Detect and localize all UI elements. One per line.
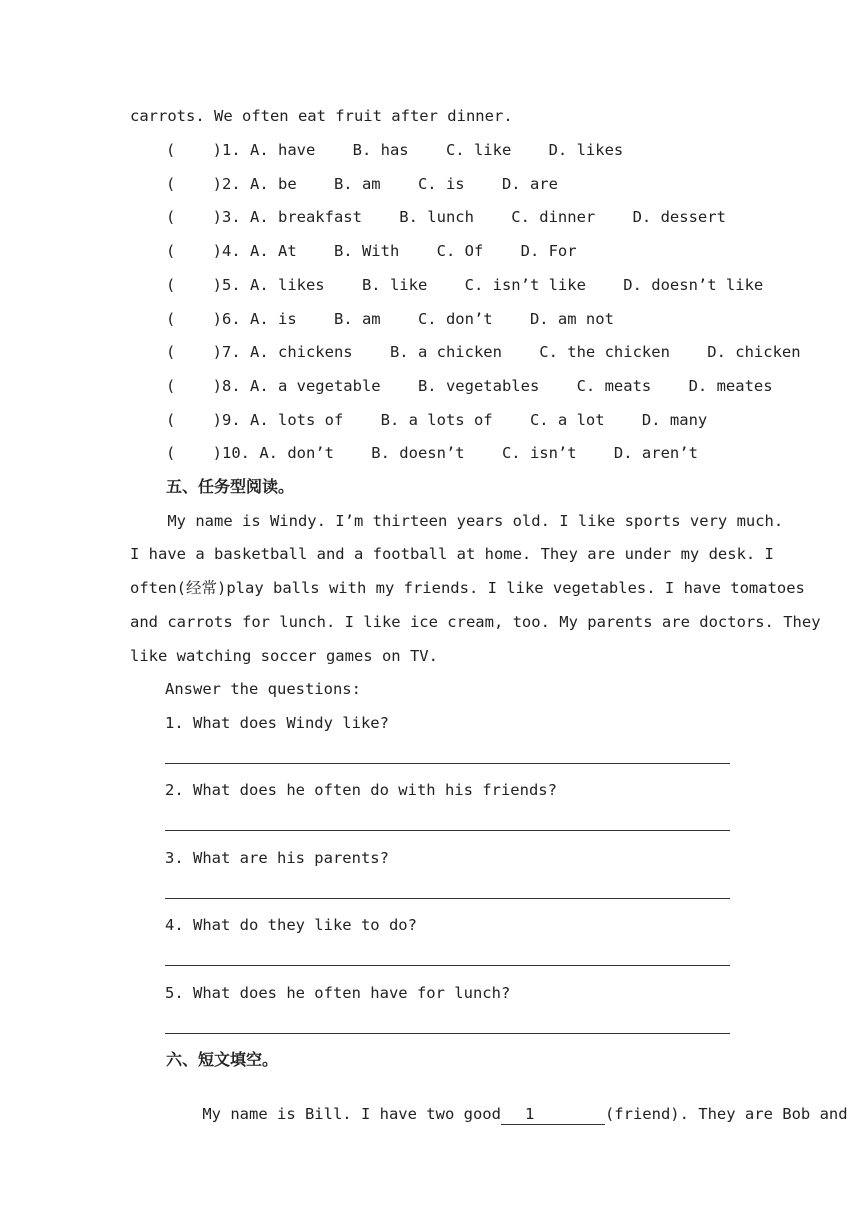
question-4: 4. What do they like to do? [165, 916, 417, 934]
answer-line-3[interactable] [165, 898, 730, 899]
question-5: 5. What does he often have for lunch? [165, 984, 511, 1002]
answer-line-5[interactable] [165, 1033, 730, 1034]
cloze-text-before: My name is Bill. I have two good [202, 1105, 501, 1123]
question-1: 1. What does Windy like? [165, 714, 389, 732]
mc-question-2: ( )2. A. be B. am C. is D. are [166, 175, 558, 193]
passage-line: like watching soccer games on TV. [130, 647, 438, 665]
answer-line-4[interactable] [165, 965, 730, 966]
answer-line-1[interactable] [165, 763, 730, 764]
cloze-line [165, 1084, 848, 1145]
passage-line: often(经常)play balls with my friends. I like vegetables. I have tomatoes [130, 579, 805, 597]
question-3: 3. What are his parents? [165, 849, 389, 867]
question-2: 2. What does he often do with his friends? [165, 781, 557, 799]
intro-tail-text: carrots. We often eat fruit after dinner. [130, 107, 513, 125]
cloze-text-after: (friend). They are Bob and [604, 1105, 848, 1123]
section6-heading: 六、短文填空。 [166, 1050, 279, 1069]
answer-instruction: Answer the questions: [165, 680, 361, 698]
mc-question-1: ( )1. A. have B. has C. like D. likes [166, 141, 624, 159]
mc-question-3: ( )3. A. breakfast B. lunch C. dinner D. dessert [166, 208, 726, 226]
section5-heading: 五、任务型阅读。 [166, 477, 295, 496]
mc-question-5: ( )5. A. likes B. like C. isn’t like D. doesn’t like [166, 276, 764, 294]
mc-question-6: ( )6. A. is B. am C. don’t D. am not [166, 310, 614, 328]
mc-question-10: ( )10. A. don’t B. doesn’t C. isn’t D. aren’t [166, 444, 698, 462]
mc-question-9: ( )9. A. lots of B. a lots of C. a lot D. many [166, 411, 708, 429]
passage-line: My name is Windy. I’m thirteen years old. I like sports very much. [130, 512, 784, 530]
answer-line-2[interactable] [165, 830, 730, 831]
mc-question-7: ( )7. A. chickens B. a chicken C. the chicken D. chicken [166, 343, 801, 361]
cloze-blank-1[interactable]: 1 [501, 1104, 605, 1125]
passage-line: I have a basketball and a football at home. They are under my desk. I [130, 545, 774, 563]
mc-question-8: ( )8. A. a vegetable B. vegetables C. meats D. meates [166, 377, 773, 395]
passage-line: and carrots for lunch. I like ice cream, too. My parents are doctors. They [130, 613, 821, 631]
mc-question-4: ( )4. A. At B. With C. Of D. For [166, 242, 577, 260]
